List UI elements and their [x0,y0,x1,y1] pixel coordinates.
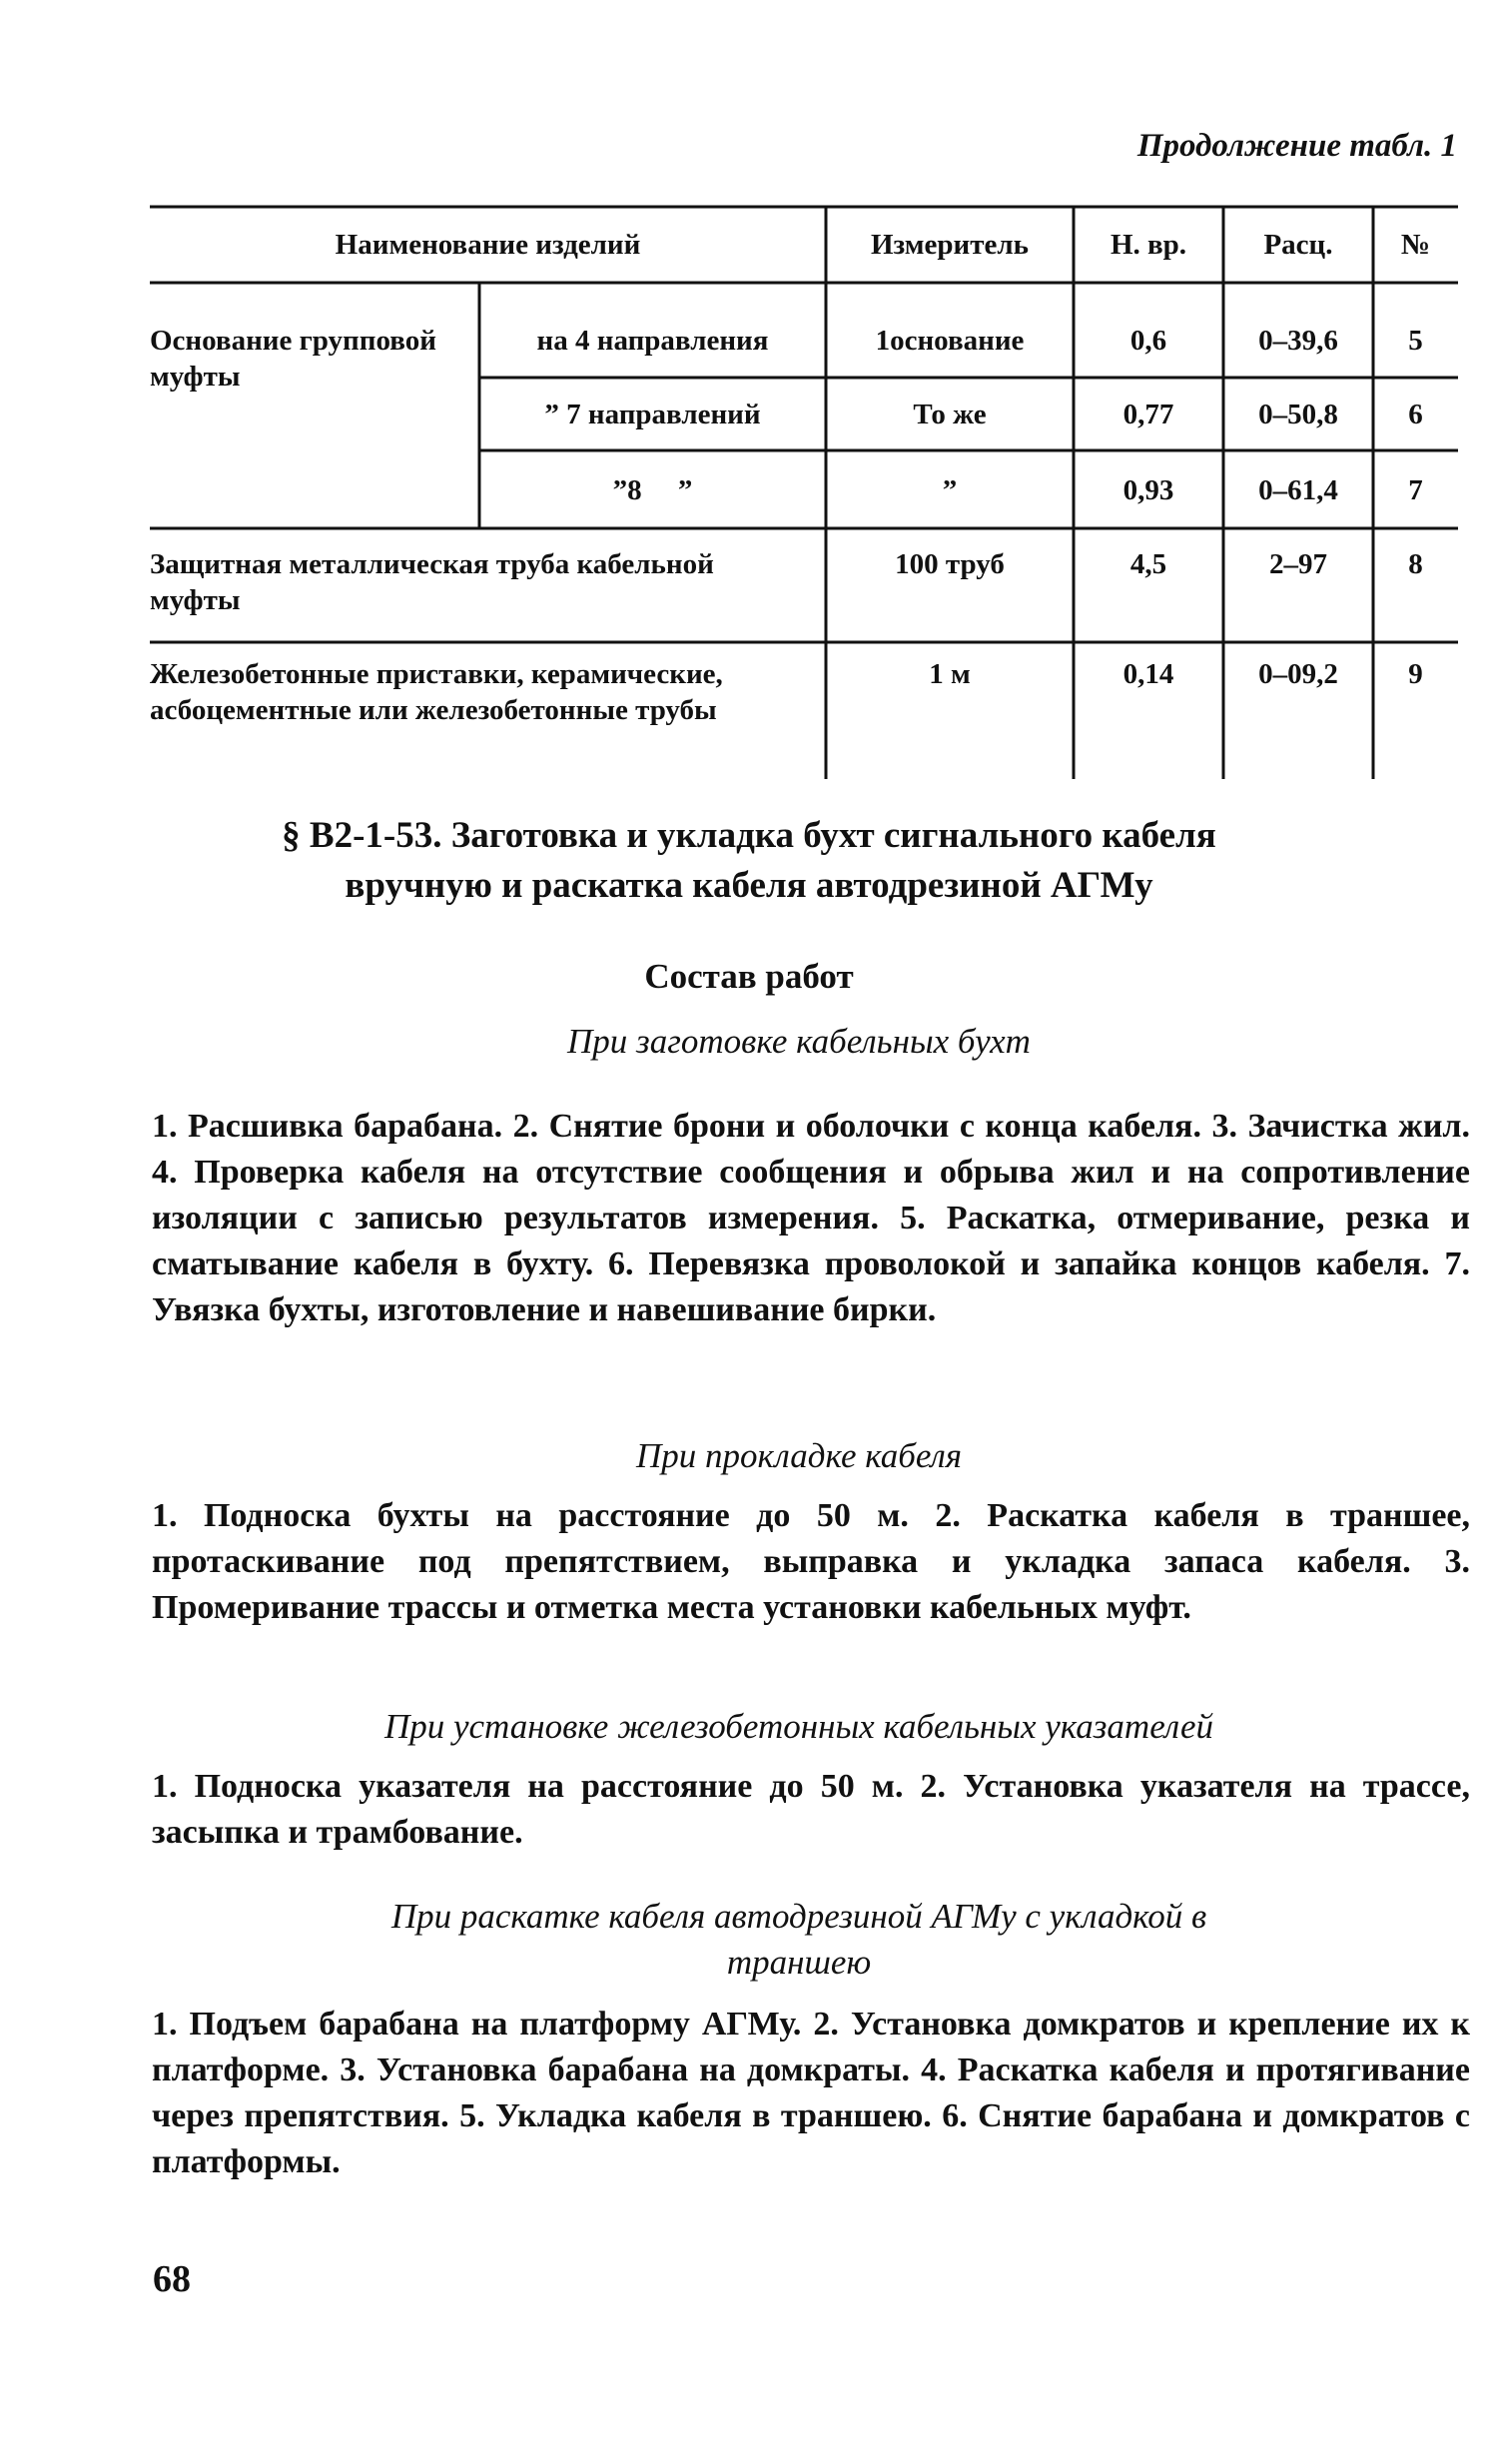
row1-price: 0–39,6 [1258,325,1338,357]
subsection4-heading-line1: При раскатке кабеля автодрезиной АГМу с укладкой в [390,1897,1207,1936]
header-norm-time: Н. вр. [1110,229,1187,261]
norms-table [150,205,1458,779]
row4-number: 8 [1408,548,1423,580]
row1-number: 5 [1408,325,1423,357]
subsection4-text: 1. Подъем барабана на платформу АГМу. 2. Установка домкратов и крепление их к платформе. 3. Установка барабана на домкраты. 4. Раскатка кабеля и протягивание через препятствия. 5. Укладка кабеля в траншею. 6. Снятие барабана и домкратов с платформы. [152,2006,1470,2180]
row5-price: 0–09,2 [1258,658,1338,690]
composition-heading: Состав работ [644,957,854,996]
table-continuation-label: Продолжение табл. 1 [1136,128,1457,164]
row3-norm-time: 0,93 [1122,474,1174,506]
subsection1-heading: При заготовке кабельных бухт [567,1022,1031,1061]
row3-price: 0–61,4 [1258,474,1338,506]
row1-sub: на 4 направления [536,325,769,357]
row2-unit: То же [913,399,987,430]
subsection4-heading [140,1894,1458,1986]
subsection2-text: 1. Подноска бухты на расстояние до 50 м. 2. Раскатка кабеля в траншее, протаскивание под препятствием, выправка и укладка запаса кабеля. 3. Промеривание трассы и отметка места установки кабельных муфт. [152,1497,1470,1626]
row5-unit: 1 м [929,658,971,690]
header-price: Расц. [1263,229,1333,261]
row1-unit: 1основание [875,325,1025,357]
header-number: № [1400,229,1431,261]
row1-name: Основание групповой муфты [150,325,436,393]
row3-sub: ”8 ” [612,474,693,506]
row4-price: 2–97 [1269,548,1327,580]
subsection3-heading: При установке железобетонных кабельных указателей [383,1707,1214,1746]
row3-unit: ” [942,474,958,506]
row2-number: 6 [1408,399,1423,430]
row2-price: 0–50,8 [1258,399,1338,430]
row1-norm-time: 0,6 [1129,325,1167,357]
subsection3-text: 1. Подноска указателя на расстояние до 50 м. 2. Установка указателя на трассе, засыпка и трамбование. [152,1768,1470,1851]
row5-norm-time: 0,14 [1122,658,1174,690]
row2-sub: ” 7 направлений [544,399,761,430]
subsection4-heading-line2: траншею [726,1943,872,1982]
subsection1-text: 1. Расшивка барабана. 2. Снятие брони и оболочки с конца кабеля. 3. Зачистка жил. 4. Проверка кабеля на отсутствие сообщения и обрыва жил и на сопротивление изоляции с записью результатов измерения. 5. Раскатка, отмеривание, резка и сматывание кабеля в бухту. 6. Перевязка проволокой и запайка концов кабеля. 7. Увязка бухты, изготовление и навешивание бирки. [152,1108,1470,1328]
row4-name: Защитная металлическая труба кабельной муфты [150,548,714,616]
header-name: Наименование изделий [335,229,641,261]
section-title-line2: вручную и раскатка кабеля автодрезиной АГМу [345,865,1153,906]
row4-norm-time: 4,5 [1129,548,1167,580]
row4-unit: 100 труб [895,548,1005,580]
header-unit: Измеритель [871,229,1029,261]
row2-norm-time: 0,77 [1122,399,1174,430]
subsection2-heading: При прокладке кабеля [635,1436,963,1475]
row3-number: 7 [1408,474,1423,506]
row5-name: Железобетонные приставки, керамические, асбоцементные или железобетонные трубы [150,658,723,726]
page-number: 68 [153,2258,191,2300]
section-title-line1: § В2-1-53. Заготовка и укладка бухт сигнального кабеля [282,815,1216,856]
section-title [140,811,1358,911]
row5-number: 9 [1408,658,1423,690]
